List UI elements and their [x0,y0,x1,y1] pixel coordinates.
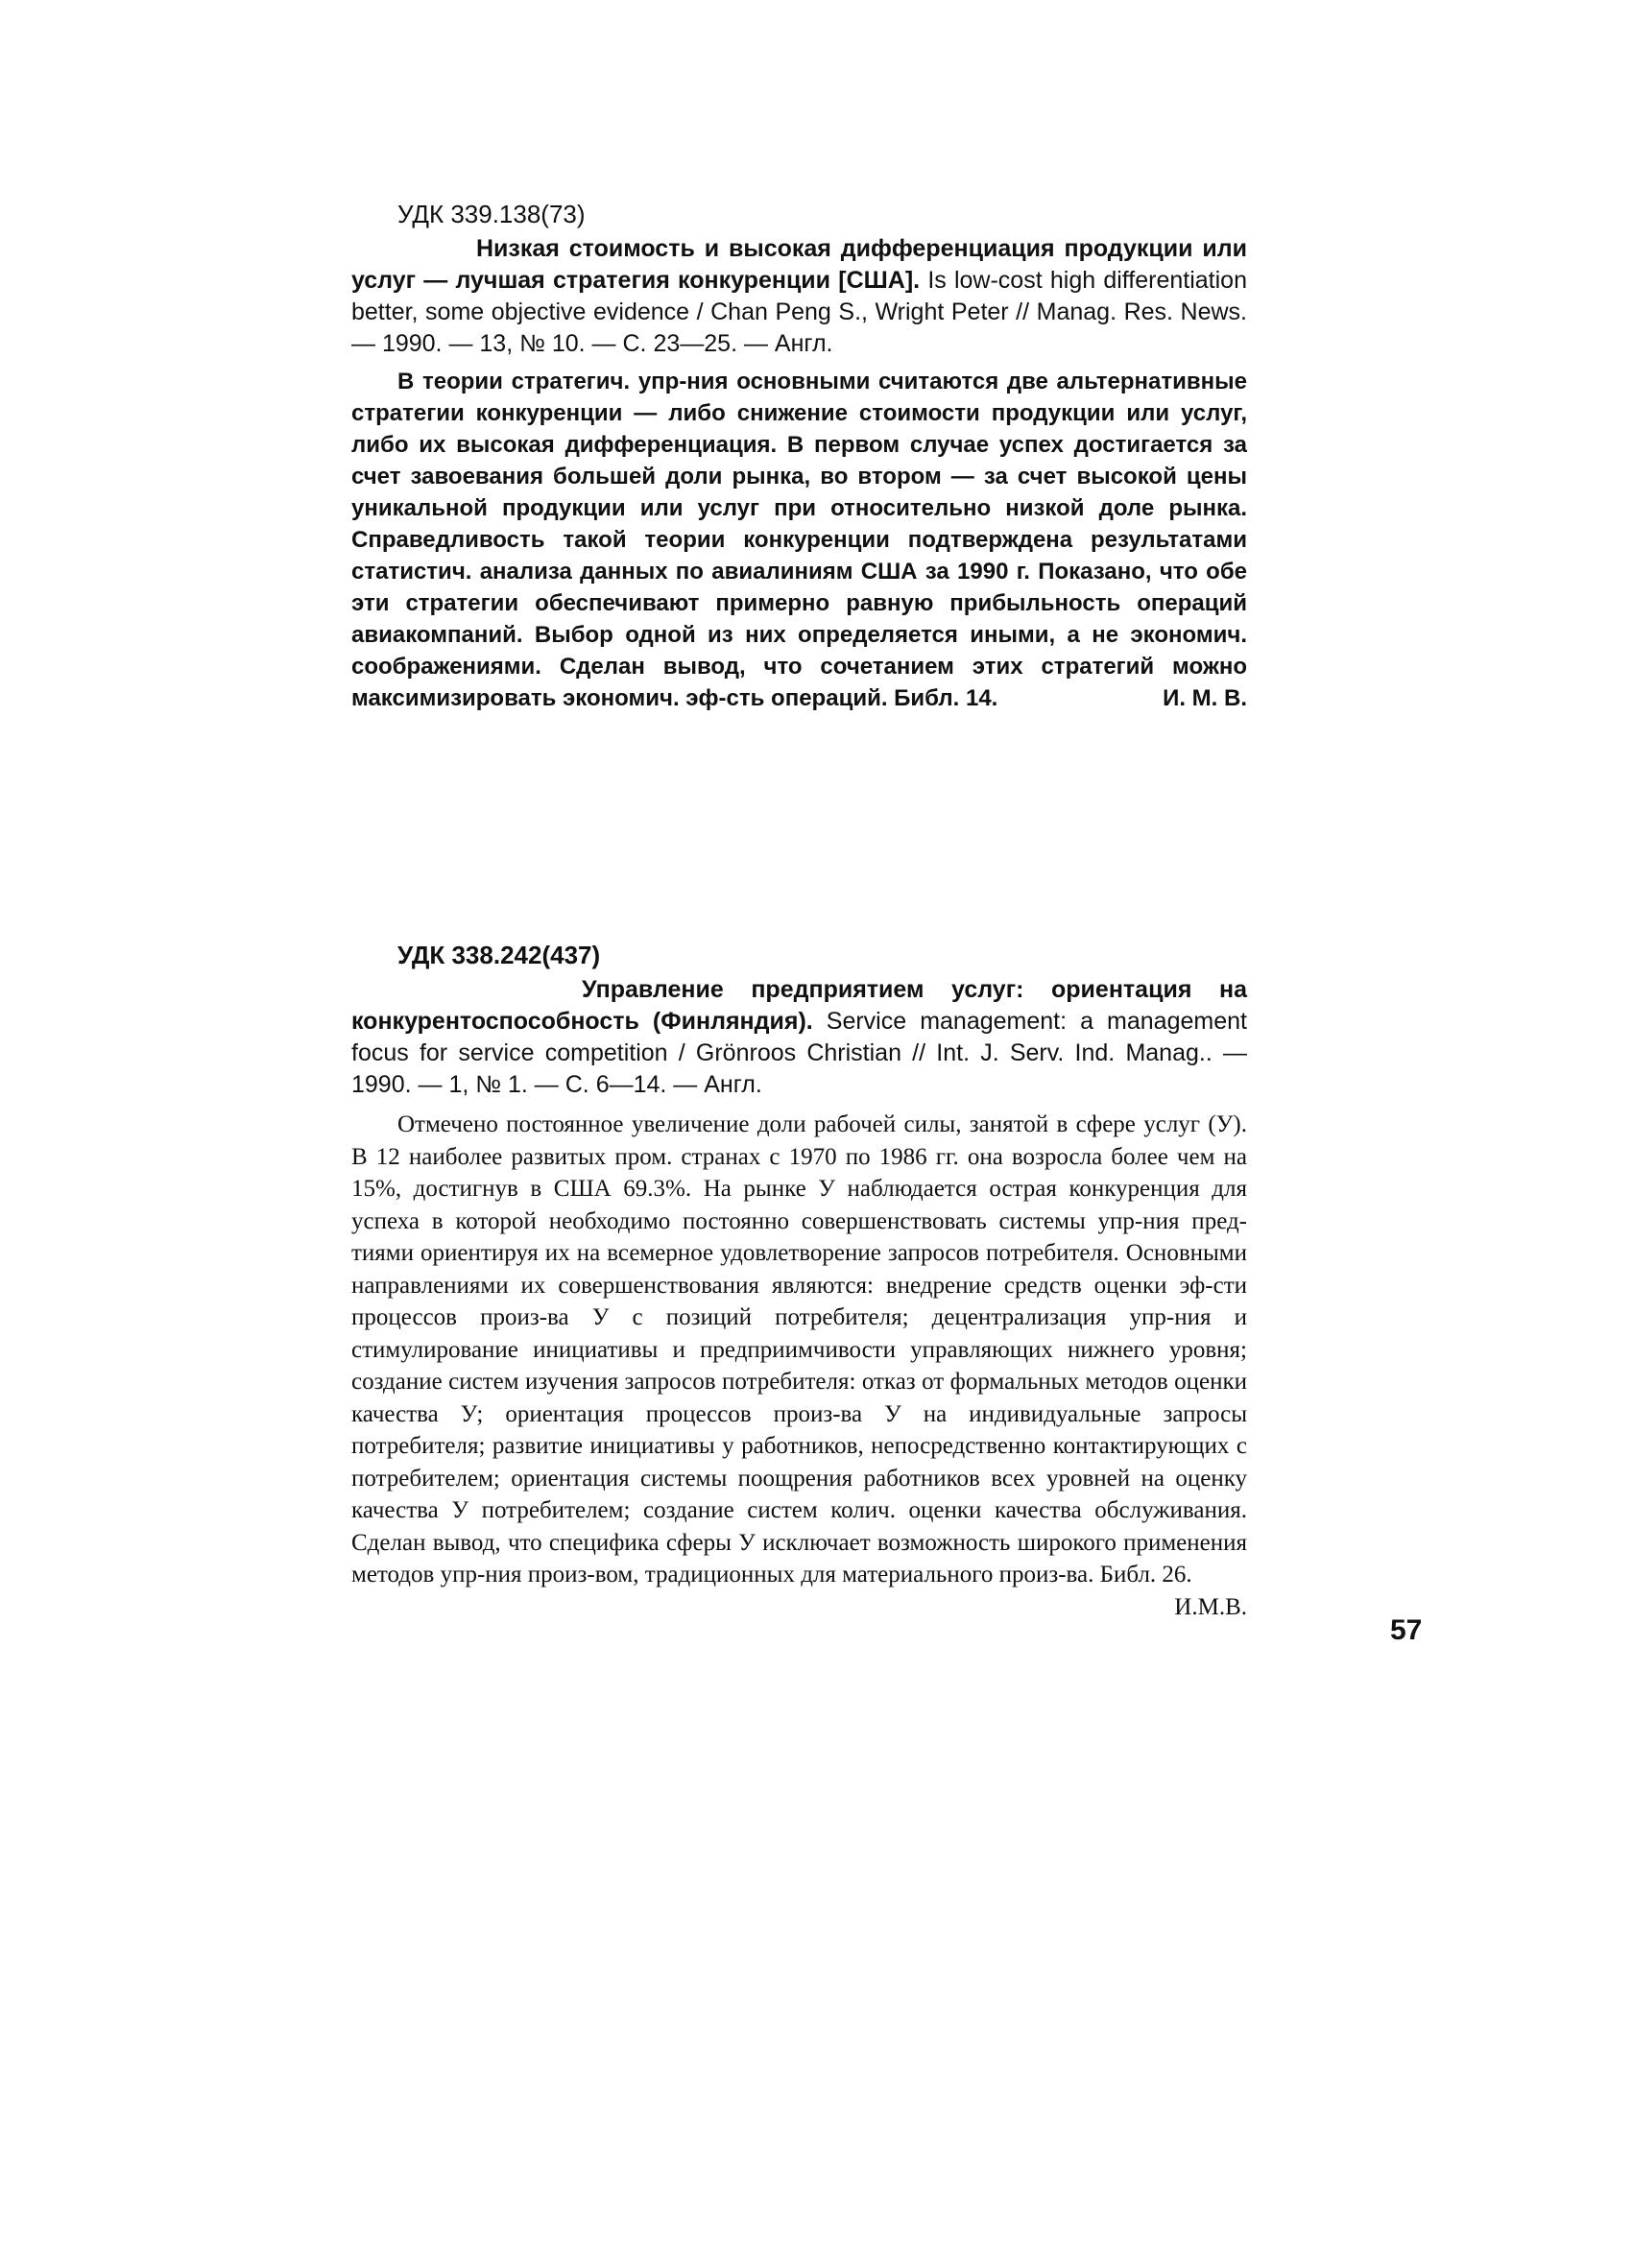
abstract-heading [351,233,1247,360]
udk-code: УДК 339.138(73) [397,200,586,228]
abstract-title: Управление предприятием услуг: ориентация на конкурентоспособность (Финляндия). [351,976,1247,1035]
abstract-heading [351,974,1247,1101]
abstract-signature: И. М. В. [1163,685,1247,711]
page-number: 57 [1390,1614,1423,1646]
abstract-signature: И.М.В. [1174,1593,1247,1620]
abstract-title: Низкая стоимость и высокая дифференциация продукции или услуг — лучшая стратегия конкуренции [США]. [351,235,1247,294]
abstract-body [351,366,1247,714]
abstract-2 [351,941,1247,1623]
abstract-body [351,1109,1247,1620]
abstract-citation: Is low-cost high differentiation better, some objective evidence / Chan Peng S., Wright Peter // Manag. Res. News. — 1990. — 13, № 10. — С. 23—25. — Англ. [351,267,1247,357]
abstract-body-text: В теории стратегич. упр-ния основными считаются две альтернативные стратегии конкуренции — либо снижение стоимости продукции или услуг, либо их высокая дифференциация. В первом случае успех достигается за счет завоевания большей доли рынка, во втором — за счет высокой цены уникальной продукции или услуг при относительно низкой доле рынка. Справедливость такой теории конкуренции подтверждена результатами статистич. анализа данных по авиалиниям США за 1990 г. Показано, что обе эти стратегии обеспечивают примерно равную прибыльность операций авиакомпаний. Выбор одной из них определяется иными, а не экономич. соображениями. Сделан вывод, что сочетанием этих стратегий можно максимизировать экономич. эф-сть операций. Библ. 14. [351,369,1247,711]
abstract-1 [351,200,1247,714]
abstract-citation: Service management: a management focus for service competition / Grönroos Christian // Int. J. Serv. Ind. Manag.. — 1990. — 1, № 1. — С. 6—14. — Англ. [351,1008,1247,1098]
abstract-body-text: Отмечено постоянное увеличение доли рабочей силы, занятой в сфере услуг (У). В 12 наиболее развитых пром. странах с 1970 по 1986 гг. она возросла более чем на 15%, достигнув в США 69.3%. На рынке У наблюдается острая конкуренция для успеха в которой необходимо постоянно совершенствовать системы упр-ния пред-тиями ориентируя их на всемерное удовлетворение запросов потребителя. Основными направлениями их совершенствования являются: внедрение средств оценки эф-сти процессов произ-ва У с позиций потребителя; децентрализация упр-ния и стимулирование инициативы и предприимчивости управляющих нижнего уровня; создание систем изучения запросов потребителя: отказ от формальных методов оценки качества У; ориентация процессов произ-ва У на индивидуальные запросы потребителя; развитие инициативы у работников, непосредственно контактирующих с потребителем; ориентация системы поощрения работников всех уровней на оценку качества У потребителем; создание систем колич. оценки качества обслуживания. Сделан вывод, что специфика сферы У исключает возможность широкого применения методов упр-ния произ-вом, традиционных для материального произ-ва. Библ. 26. [351,1111,1247,1588]
udk-code: УДК 338.242(437) [397,941,601,969]
